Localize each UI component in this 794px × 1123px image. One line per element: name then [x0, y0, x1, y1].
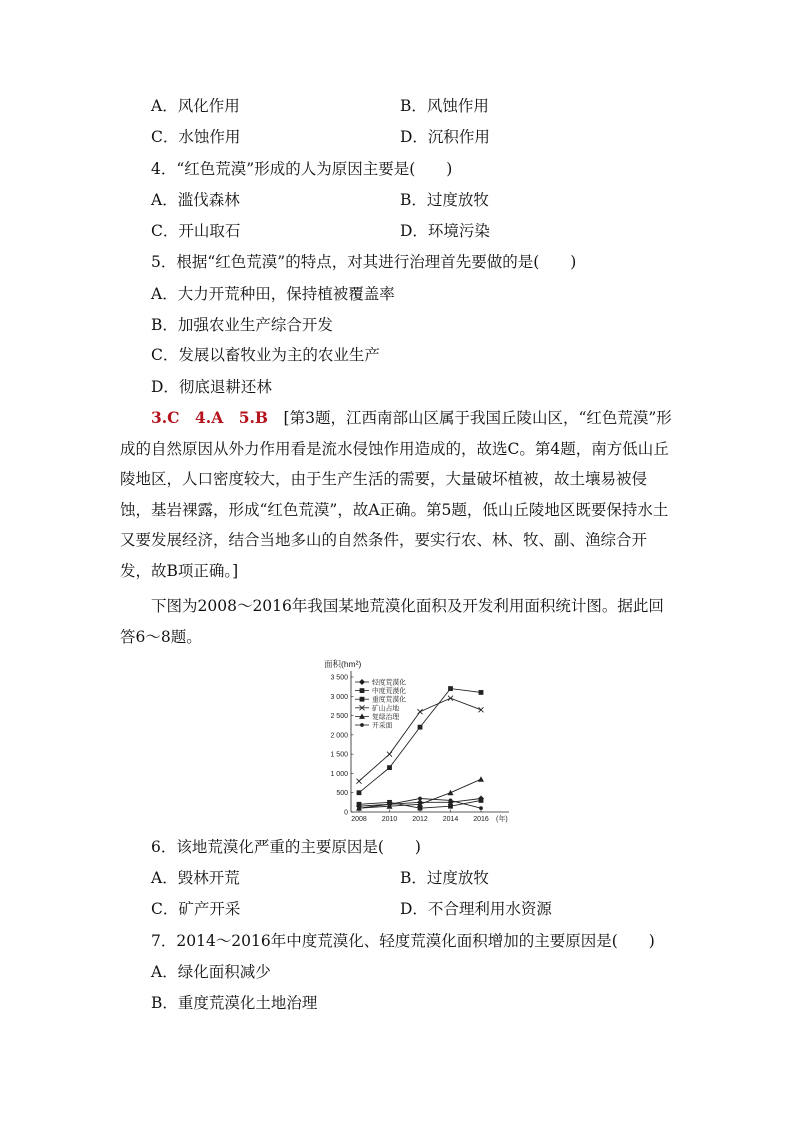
legend-marker: [360, 723, 364, 727]
q7-option-a: A．绿化面积减少: [151, 963, 271, 981]
q3-option-b: B．风蚀作用: [400, 97, 489, 115]
x-tick-label: 2014: [442, 816, 459, 823]
q4-option-b: B．过度放牧: [400, 191, 489, 209]
legend-label: 矿山占地: [372, 705, 400, 713]
q7-option-b: B．重度荒漠化土地治理: [151, 994, 318, 1012]
q5-option-b: B．加强农业生产综合开发: [151, 316, 333, 334]
series-4-point: [387, 752, 392, 757]
y-tick-label: 500: [336, 790, 348, 798]
series-4-point: [448, 696, 453, 701]
q6-option-d: D．不合理利用水资源: [400, 900, 552, 918]
q6-option-c: C．矿产开采: [151, 900, 241, 918]
q3-option-a: A．风化作用: [151, 97, 240, 115]
y-tick-label: 1 000: [330, 770, 348, 778]
x-tick-label: 2012: [412, 816, 428, 823]
series-2-point: [448, 804, 453, 809]
chart-legend: [355, 678, 406, 730]
series-line-3: [359, 689, 481, 793]
y-tick-label: 1 500: [330, 751, 348, 759]
series-4-point: [418, 709, 423, 714]
x-tick-label: 2010: [381, 816, 398, 823]
answer-explanation: [第3题，江西南部山区属于我国丘陵山区，“红色荒漠”形成的自然原因从外力作用看是流水侵蚀作用造成的，故选C。第4题，南方低山丘陵地区，人口密度较大，由于生产生活的需要，大量破坏植被，故土壤易被侵蚀，基岩裸露，形成“红色荒漠”，故A正确。第5题，低山丘陵地区既要保持水土又要发展经济，结合当地多山的自然条件，要实行农、林、牧、副、渔综合开发，故B项正确。]: [120, 409, 672, 580]
series-3-point: [418, 725, 423, 730]
x-tick-label: 2016: [473, 816, 489, 823]
line-chart: [318, 655, 518, 825]
y-tick-label: 3 500: [330, 674, 348, 682]
y-tick-label: 2 500: [330, 713, 348, 721]
figure-intro: 下图为2008～2016年我国某地荒漠化面积及开发利用面积统计图。据此回答6～8题。: [120, 597, 664, 646]
legend-label: 复绿治理: [372, 713, 400, 721]
series-5-point: [478, 776, 484, 782]
q5-option-a: A．大力开荒种田，保持植被覆盖率: [151, 285, 395, 303]
q3-option-d: D．沉积作用: [400, 128, 490, 146]
legend-label: 中度荒漠化: [372, 688, 406, 696]
q4-option-c: C．开山取石: [151, 222, 241, 240]
x-axis-label: (年): [496, 816, 508, 823]
legend-label: 轻度荒漠化: [372, 679, 406, 687]
answer-keys: 3.C 4.A 5.B: [151, 408, 269, 427]
q6-option-a: A．毁林开荒: [151, 869, 240, 887]
q5-option-d: D．彻底退耕还林: [151, 378, 272, 396]
series-5-point: [448, 790, 454, 796]
series-6-point: [388, 802, 392, 806]
y-tick-label: 0: [344, 809, 348, 817]
y-tick-label: 2 000: [330, 732, 348, 740]
legend-label: 开采面: [372, 722, 393, 730]
series-6-point: [357, 806, 361, 810]
series-4-point: [479, 707, 484, 712]
answer-block: [120, 403, 676, 587]
legend-marker: [359, 679, 365, 685]
series-6-point: [479, 806, 483, 810]
series-6-point: [449, 799, 453, 803]
x-tick-label: 2008: [351, 816, 367, 823]
q6-stem: 6．该地荒漠化严重的主要原因是( ): [151, 838, 421, 856]
legend-label: 重度荒漠化: [372, 696, 406, 704]
series-3-point: [357, 790, 362, 795]
q5-stem: 5．根据“红色荒漠”的特点，对其进行治理首先要做的是( ): [151, 253, 577, 271]
legend-marker: [360, 697, 365, 702]
q4-stem: 4．“红色荒漠”形成的人为原因主要是( ): [151, 160, 453, 178]
q4-option-d: D．环境污染: [400, 222, 490, 240]
series-4-point: [357, 779, 362, 784]
series-2-point: [479, 798, 484, 803]
y-tick-label: 3 000: [330, 693, 348, 701]
series-3-point: [387, 765, 392, 770]
legend-marker: [360, 688, 365, 693]
q7-stem: 7．2014～2016年中度荒漠化、轻度荒漠化面积增加的主要原因是( ): [151, 932, 655, 950]
q5-option-c: C．发展以畜牧业为主的农业生产: [151, 346, 380, 364]
y-axis-label: 面积(hm²): [324, 659, 362, 669]
series-6-point: [418, 797, 422, 801]
q6-option-b: B．过度放牧: [400, 869, 489, 887]
series-3-point: [448, 686, 453, 691]
q3-option-c: C．水蚀作用: [151, 128, 241, 146]
series-3-point: [479, 690, 484, 695]
q4-option-a: A．滥伐森林: [151, 191, 240, 209]
